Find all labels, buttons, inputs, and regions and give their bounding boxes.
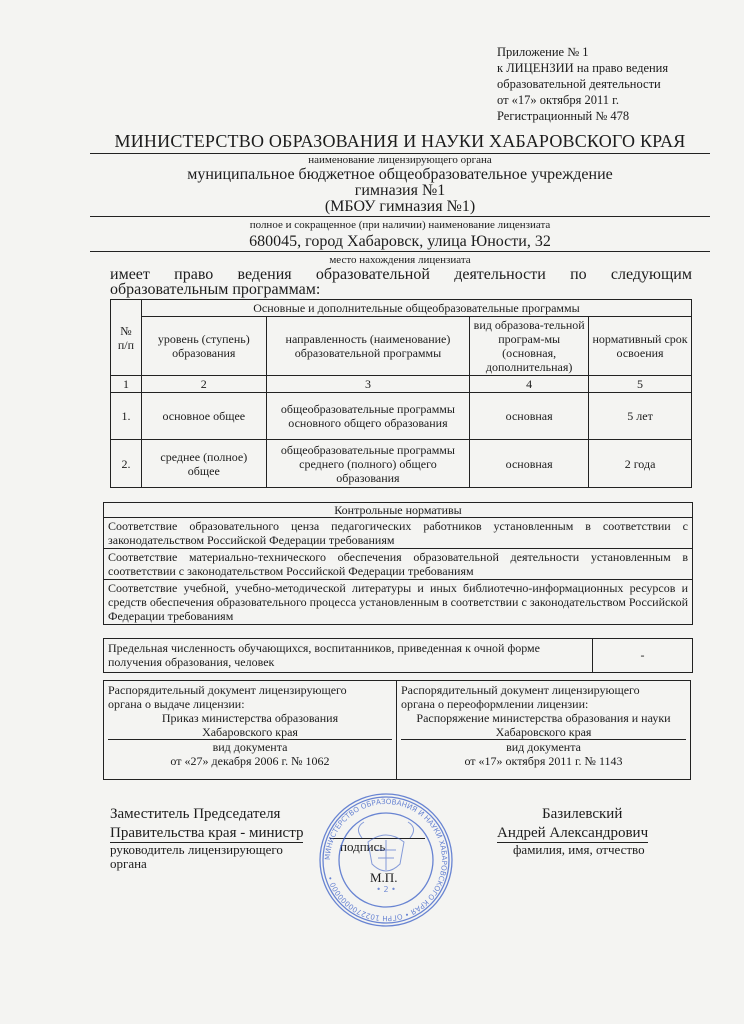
column-index: 5 (589, 376, 692, 393)
programs-group-header: Основные и дополнительные общеобразовательные программы (141, 300, 691, 317)
signatory-position-caption: органа (110, 856, 147, 871)
control-norms-table (103, 502, 693, 625)
licensee-address: 680045, город Хабаровск, улица Юности, 32 (90, 233, 710, 252)
control-norms-header: Контрольные нормативы (104, 503, 692, 518)
appendix-line: Регистрационный № 478 (497, 109, 630, 123)
seal-ring-text: МИНИСТЕРСТВО ОБРАЗОВАНИЯ И НАУКИ ХАБАРОВСКОГО КРАЯ • ОГРН 1022700000000 • (322, 796, 450, 924)
programs-table (110, 299, 692, 488)
row-number: 1. (111, 393, 142, 440)
row-term: 2 года (589, 440, 692, 488)
control-norm-row: Соответствие образовательного ценза педагогических работников установленным в соответствии с законодательством Российской Федерации требованиям (104, 518, 692, 549)
signatory-position-caption: руководитель лицензирующего (110, 842, 283, 857)
doc-caption: вид документа (212, 740, 288, 754)
student-limit-value: - (640, 648, 645, 662)
official-seal (318, 792, 454, 928)
doc-name: Хабаровского края (108, 725, 392, 740)
student-limit-table (103, 638, 693, 673)
doc-title: органа о переоформлении лицензии: (401, 697, 589, 711)
coat-of-arms-icon (358, 822, 413, 871)
reissuance-document (397, 681, 690, 779)
signatory-position: Правительства края - министр (110, 825, 304, 841)
issuance-document (104, 681, 397, 779)
row-type: основная (470, 393, 589, 440)
table-row (111, 440, 692, 488)
intro-line: образовательным программам: (110, 281, 321, 298)
control-norm-row: Соответствие материально-технического обеспечения образовательной деятельности установленным в соответствии с законодательством Российской Федерации требованиям (104, 549, 692, 580)
intro-line: имеет право ведения образовательной деятельности по следующим (110, 266, 692, 283)
table-row (111, 393, 692, 440)
column-index: 2 (141, 376, 266, 393)
doc-title: Распорядительный документ лицензирующего (401, 683, 640, 697)
doc-name: Приказ министерства образования (161, 711, 339, 725)
column-header-level: уровень (ступень) образования (141, 317, 266, 376)
doc-date: от «17» октября 2011 г. № 1143 (464, 754, 623, 768)
licensee-short-name: (МБОУ гимназия №1) (90, 198, 710, 217)
row-direction: общеобразовательные программы среднего (полного) общего образования (266, 440, 470, 488)
svg-text:• 2 •: • 2 • (376, 885, 396, 894)
column-index: 3 (266, 376, 470, 393)
licensee-caption: полное и сокращенное (при наличии) наименование лицензиата (249, 219, 551, 231)
intro-text (110, 267, 692, 297)
doc-caption: вид документа (506, 740, 581, 754)
student-limit-label: Предельная численность обучающихся, воспитанников, приведенная к очной форме получения образования, человек (104, 639, 593, 672)
column-index: 4 (470, 376, 589, 393)
licensing-authority: МИНИСТЕРСТВО ОБРАЗОВАНИЯ И НАУКИ ХАБАРОВСКОГО КРАЯ (90, 131, 710, 154)
signatory-full-name: Андрей Александрович (497, 825, 649, 841)
address-caption: место нахождения лицензиата (329, 254, 471, 266)
signature-caption: подпись (340, 839, 386, 854)
row-number: 2. (111, 440, 142, 488)
column-header-type: вид образова-тельной програм-мы (основная, дополнительная) (470, 317, 589, 376)
appendix-header (497, 44, 717, 124)
column-index: 1 (111, 376, 142, 393)
appendix-line: от «17» октября 2011 г. (497, 93, 619, 107)
row-term: 5 лет (589, 393, 692, 440)
doc-date: от «27» декабря 2006 г. № 1062 (170, 754, 330, 768)
licensee-name-line2: гимназия №1 (354, 182, 446, 199)
seal-place-label: М.П. (370, 870, 398, 885)
column-header-term: нормативный срок освоения (589, 317, 692, 376)
appendix-line: к ЛИЦЕНЗИИ на право ведения (497, 61, 669, 75)
appendix-line: Приложение № 1 (497, 45, 589, 59)
column-header-number: № п/п (111, 300, 142, 376)
column-header-direction: направленность (наименование) образовательной программы (266, 317, 470, 376)
doc-title: Распорядительный документ лицензирующего (108, 683, 347, 697)
doc-name: Распоряжение министерства образования и науки (416, 711, 671, 725)
signatory-surname: Базилевский (542, 806, 623, 822)
control-norm-row: Соответствие учебной, учебно-методической литературы и иных библиотечно-информационных ресурсов и средств обеспечения образовательного процесса установленным в соответствии с законодательством Российской Федерации требованиям (108, 581, 688, 623)
licensing-authority-caption: наименование лицензирующего органа (308, 154, 492, 166)
column-index-row (111, 376, 692, 393)
row-direction: общеобразовательные программы основного общего образования (266, 393, 470, 440)
row-level: основное общее (141, 393, 266, 440)
administrative-documents (103, 680, 691, 780)
appendix-line: образовательной деятельности (497, 77, 661, 91)
signatory-position: Заместитель Председателя (110, 806, 281, 822)
row-type: основная (470, 440, 589, 488)
row-level: среднее (полное) общее (141, 440, 266, 488)
signatory-name-caption: фамилия, имя, отчество (513, 842, 645, 857)
doc-title: органа о выдаче лицензии: (108, 697, 245, 711)
licensee-name-line1: муниципальное бюджетное общеобразовательное учреждение (187, 166, 613, 183)
doc-name: Хабаровского края (401, 725, 686, 740)
